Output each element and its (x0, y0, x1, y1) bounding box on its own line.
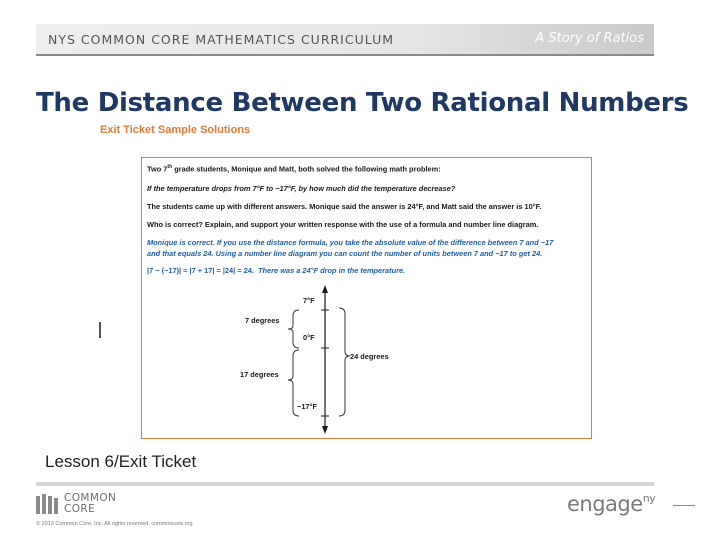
footer-divider (36, 482, 654, 486)
copyright-text: © 2013 Common Core, Inc. All rights reserved. commoncore.org (36, 521, 193, 527)
problem-intro-start: Two 7 (147, 164, 168, 174)
brace-7-degrees (288, 310, 299, 348)
arrow-up-icon (322, 285, 328, 293)
ny-superscript: ny (642, 492, 656, 505)
answer-line-2: and that equals 24. Using a number line diagram you can count the number of units between 7 and −17 to get 24. (147, 249, 543, 258)
common-core-logo-icon (36, 494, 60, 514)
answer-conclusion: There was a 24°F drop in the temperature. (258, 266, 406, 275)
logo-line-1: COMMON (64, 492, 117, 504)
engageny-logo (567, 492, 655, 516)
header-divider (36, 54, 654, 56)
label-7f: 7°F (303, 296, 315, 305)
lesson-label: Lesson 6/Exit Ticket (45, 452, 197, 471)
solution-panel (141, 157, 592, 439)
header-bar (36, 24, 654, 54)
brace-label-7-degrees: 7 degrees (245, 316, 280, 325)
problem-intro-end: grade students, Monique and Matt, both solved the following math problem: (172, 164, 441, 174)
ordinal-suffix: th (167, 164, 173, 170)
logo-line-2: CORE (64, 503, 96, 515)
brace-label-17-degrees: 17 degrees (240, 370, 279, 379)
curriculum-label: NYS COMMON CORE MATHEMATICS CURRICULUM (48, 32, 395, 47)
number-line-diagram (142, 158, 593, 440)
brace-24-degrees (339, 308, 350, 416)
problem-answers: The students came up with different answers. Monique said the answer is 24°F, and Matt said the answer is 10°F. (147, 202, 542, 211)
problem-question: If the temperature drops from 7°F to −17°F, by how much did the temperature decrease? (147, 184, 456, 193)
problem-prompt: Who is correct? Explain, and support your written response with the use of a formula and number line diagram. (147, 220, 539, 229)
common-core-logo-text (64, 493, 116, 515)
label-0f: 0°F (303, 333, 315, 342)
answer-line-1: Monique is correct. If you use the distance formula, you take the absolute value of the difference between 7 and −17 (147, 238, 554, 247)
section-heading: Exit Ticket Sample Solutions (100, 124, 251, 136)
arrow-down-icon (322, 426, 328, 434)
brace-label-24-degrees: 24 degrees (350, 352, 389, 361)
answer-equation: |7 − (−17)| = |7 + 17| = |24| = 24. (147, 266, 254, 275)
story-label: A Story of Ratios (535, 31, 644, 46)
label-neg-17f: −17°F (297, 402, 318, 411)
footer-dash (673, 505, 695, 506)
text-cursor (99, 322, 101, 338)
page-title: The Distance Between Two Rational Numbers (36, 88, 689, 118)
engage-wordmark: engage (567, 492, 643, 516)
